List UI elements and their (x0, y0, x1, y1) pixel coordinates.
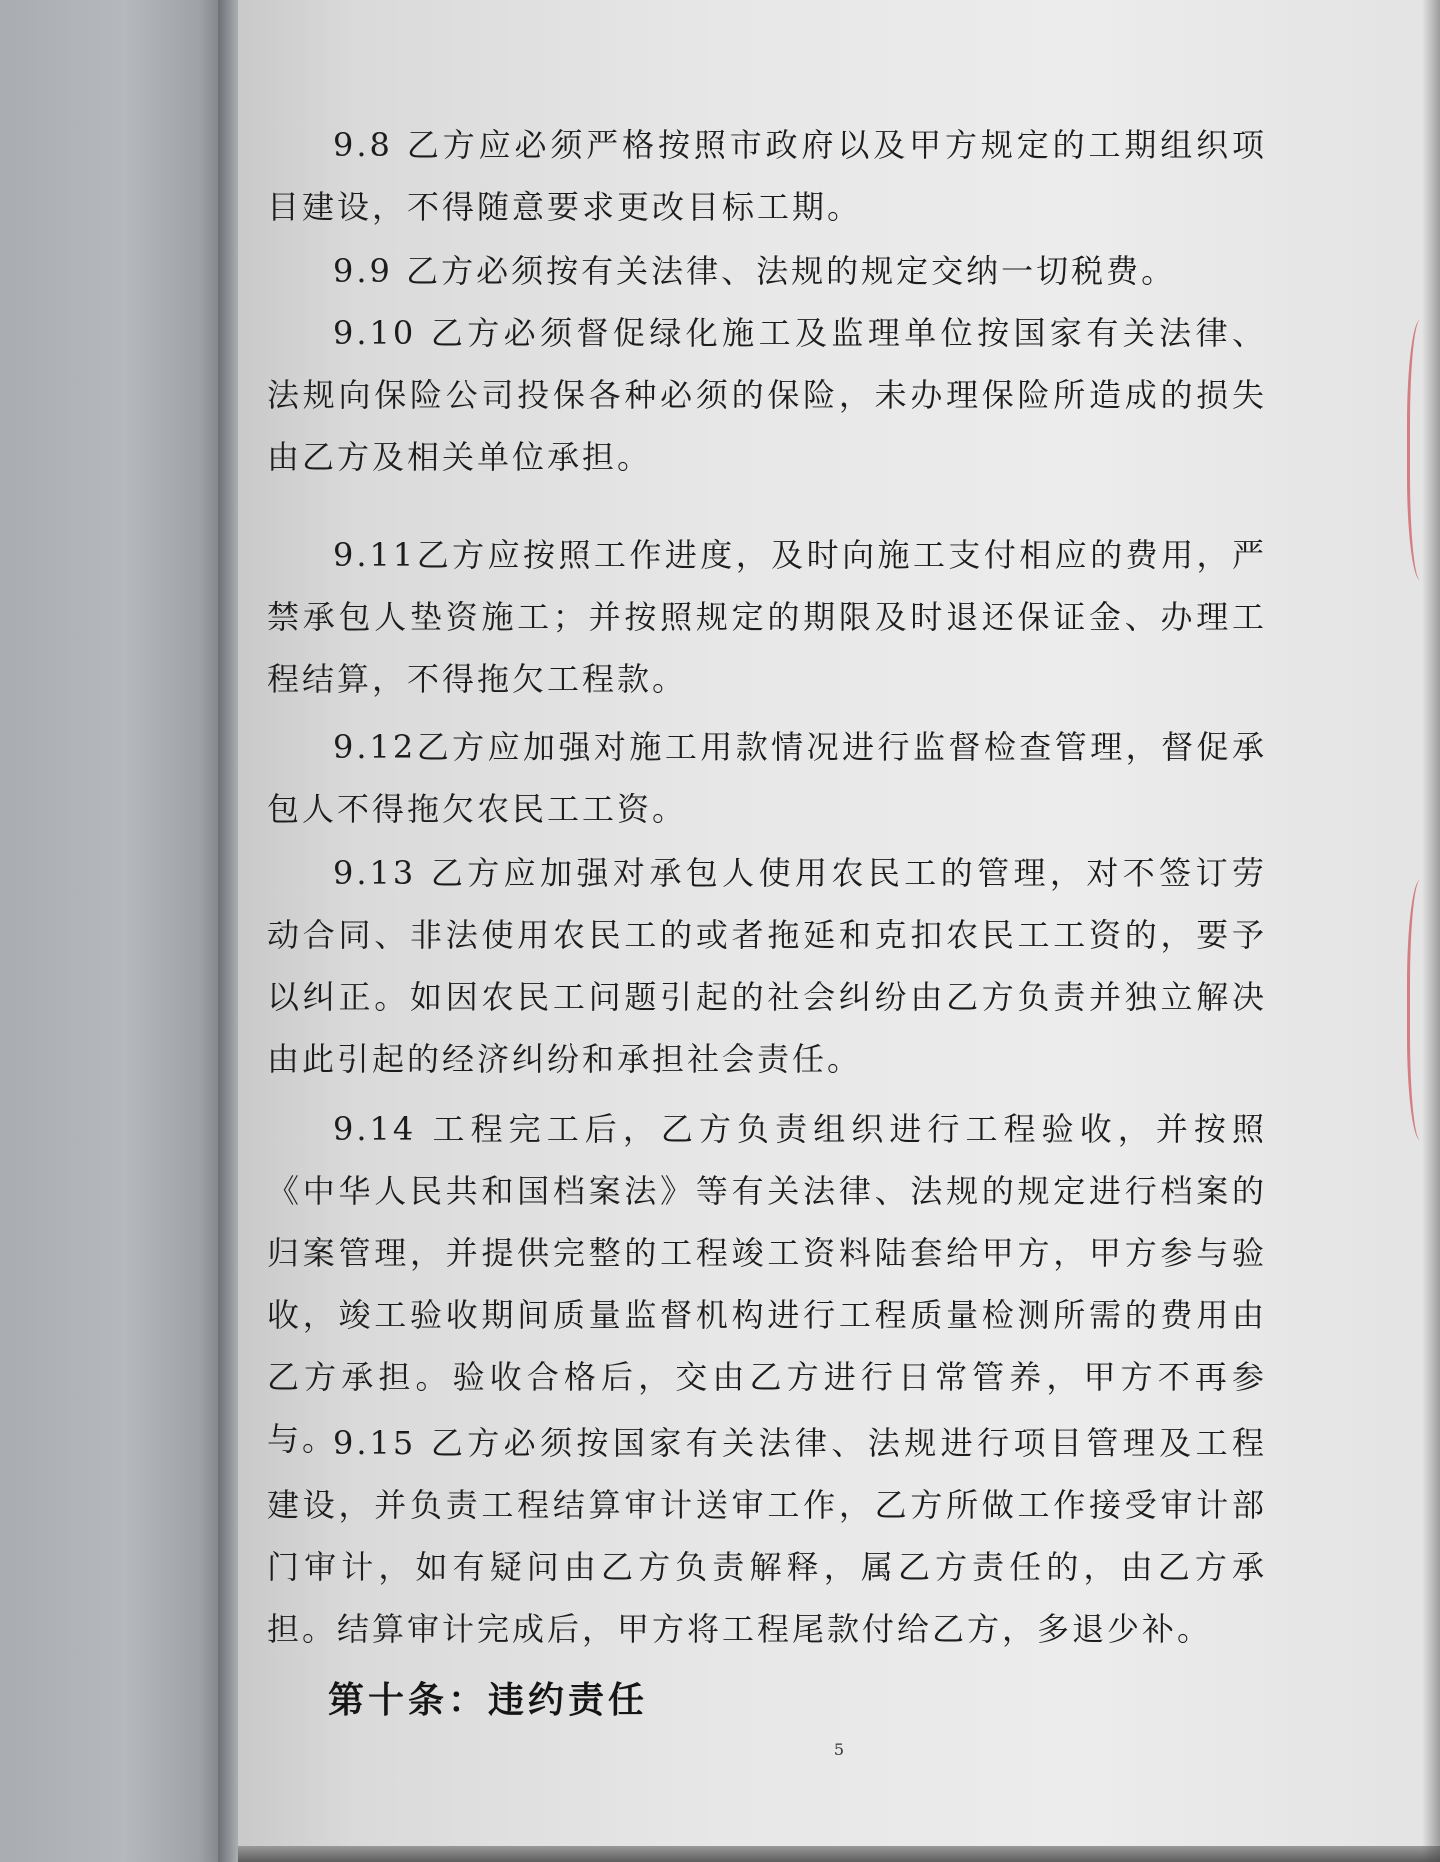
facing-page (0, 0, 226, 1862)
clause-9-12: 9.12乙方应加强对施工用款情况进行监督检查管理，督促承包人不得拖欠农民工工资。 (267, 728, 1267, 828)
page-right-shadow (1422, 0, 1440, 1862)
section-heading: 第十条：违约责任 (328, 1679, 649, 1721)
clause-9-9: 9.9 乙方必须按有关法律、法规的规定交纳一切税费。 (333, 252, 1177, 290)
clause-9-8: 9.8 乙方应必须严格按照市政府以及甲方规定的工期组织项目建设，不得随意要求更改目标工期。 (267, 126, 1267, 226)
clause-9-10: 9.10 乙方必须督促绿化施工及监理单位按国家有关法律、法规向保险公司投保各种必须的保险，未办理保险所造成的损失由乙方及相关单位承担。 (267, 314, 1267, 476)
clause-9-13: 9.13 乙方应加强对承包人使用农民工的管理，对不签订劳动合同、非法使用农民工的或者拖延和克扣农民工工资的，要予以纠正。如因农民工问题引起的社会纠纷由乙方负责并独立解决由此引起的经济纠纷和承担社会责任。 (267, 854, 1267, 1078)
clause-9-11: 9.11乙方应按照工作进度，及时向施工支付相应的费用，严禁承包人垫资施工；并按照规定的期限及时退还保证金、办理工程结算，不得拖欠工程款。 (267, 536, 1267, 698)
clause-9-14: 9.14 工程完工后，乙方负责组织进行工程验收，并按照《中华人民共和国档案法》等有关法律、法规的规定进行档案的归案管理，并提供完整的工程竣工资料陆套给甲方，甲方参与验收，竣工验收期间质量监督机构进行工程质量检测所需的费用由乙方承担。验收合格后，交由乙方进行日常管养，甲方不再参与。 (267, 1110, 1267, 1458)
document-page (238, 0, 1440, 1862)
page-number: 5 (833, 1740, 845, 1759)
page-bottom-edge (238, 1846, 1440, 1862)
clause-9-15: 9.15 乙方必须按国家有关法律、法规进行项目管理及工程建设，并负责工程结算审计送审工作，乙方所做工作接受审计部门审计，如有疑问由乙方负责解释，属乙方责任的，由乙方承担。结算审计完成后，甲方将工程尾款付给乙方，多退少补。 (267, 1424, 1267, 1648)
